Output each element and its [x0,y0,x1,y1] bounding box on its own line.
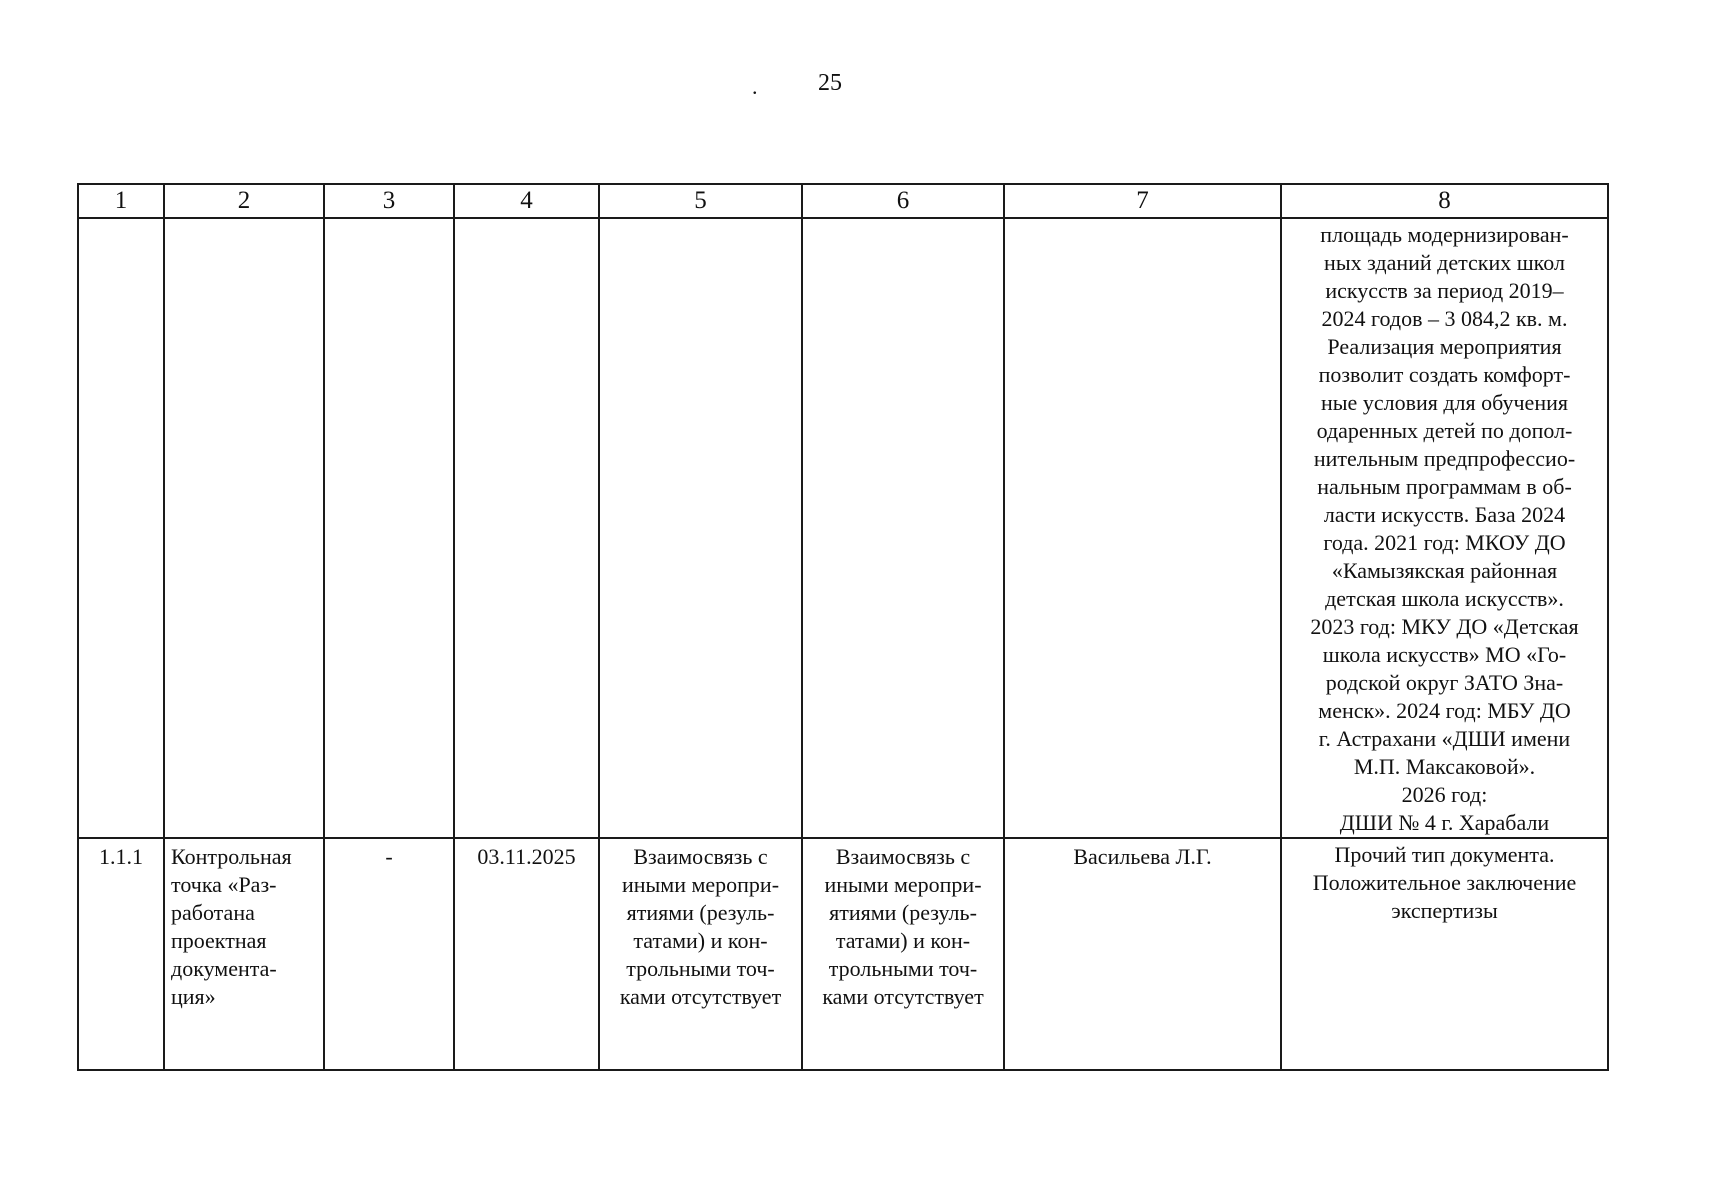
header-col-6: 6 [802,184,1004,218]
item-title-cell [164,838,324,1070]
continuation-row [78,218,1608,838]
activity-table [77,183,1609,1071]
header-col-1: 1 [78,184,164,218]
item-date-cell [454,838,599,1070]
header-col-4: 4 [454,184,599,218]
item-col-5-value: Взаимосвязь с иными меропри- ятиями (резуль- татами) и кон- трольными точ- ками отсутствует [619,844,782,1009]
header-row [78,184,1608,218]
cont-col-8 [1281,218,1608,838]
stray-mark: . [752,74,758,99]
item-responsible-cell [1004,838,1281,1070]
header-col-8: 8 [1281,184,1608,218]
item-responsible: Васильева Л.Г. [1073,844,1212,869]
header-col-7: 7 [1004,184,1281,218]
page-number: 25 [818,70,842,96]
item-col-3-cell [324,838,454,1070]
header-col-5: 5 [599,184,802,218]
result-description: площадь модернизирован- ных зданий детских школ искусств за период 2019– 2024 годов – 3 084,2 кв. м. Реализация мероприятия позволит создать комфорт- ные условия для обучения одаренных детей по допол- нительным предпрофессио- нальным программам в об- ласти искусств. База 2024 года. 2021 год: МКОУ ДО «Камызякская районная детская школа искусств». 2023 год: МКУ ДО «Детская школа искусств» МО «Го- родской округ ЗАТО Зна- менск». 2024 год: МБУ ДО г. Астрахани «ДШИ имени М.П. Максаковой». 2026 год: ДШИ № 4 г. Харабали [1310,222,1579,835]
item-number: 1.1.1 [99,844,143,869]
item-col-3-value: - [385,844,393,869]
item-document-type: Прочий тип документа. Положительное заключение экспертизы [1312,842,1577,923]
item-document-cell [1281,838,1608,1070]
cont-col-4 [454,218,599,838]
item-col-6-cell [802,838,1004,1070]
table-row-1-1-1 [78,838,1608,1070]
cont-col-5 [599,218,802,838]
header-col-2: 2 [164,184,324,218]
cont-col-1 [78,218,164,838]
cont-col-3 [324,218,454,838]
item-title: Контрольная точка «Раз- работана проектная документа- ция» [171,844,292,1009]
item-col-5-cell [599,838,802,1070]
cont-col-6 [802,218,1004,838]
item-col-6-value: Взаимосвязь с иными меропри- ятиями (резуль- татами) и кон- трольными точ- ками отсутствует [822,844,984,1009]
item-number-cell [78,838,164,1070]
item-date: 03.11.2025 [477,844,576,869]
cont-col-7 [1004,218,1281,838]
cont-col-2 [164,218,324,838]
header-col-3: 3 [324,184,454,218]
